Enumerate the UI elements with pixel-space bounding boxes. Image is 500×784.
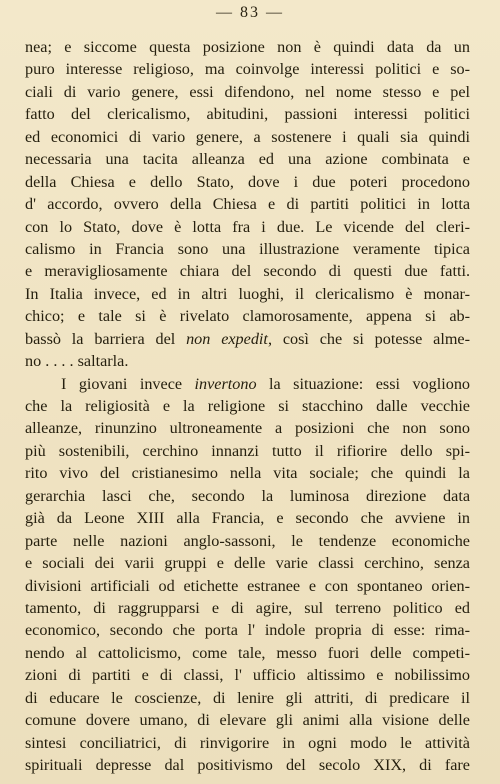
- text-run: alleanze, rinunzino ultroneamente a posizioni che non sono: [25, 419, 470, 438]
- text-line: [25, 373, 470, 395]
- italic-phrase: non expedit: [186, 329, 268, 348]
- text-run: economico, secondo che porta l' indole propria di esse: rima-: [25, 621, 470, 640]
- text-line: [25, 575, 470, 597]
- text-line: [25, 260, 470, 282]
- text-line: [25, 283, 470, 305]
- text-run: no . . . . saltarla.: [25, 352, 129, 371]
- text-line: [25, 238, 470, 260]
- text-run: parte nelle nazioni anglo-sassoni, le tendenze economiche: [25, 531, 470, 550]
- text-line: [25, 597, 470, 619]
- text-line: [25, 36, 470, 58]
- text-line: [25, 305, 470, 327]
- text-line: [25, 58, 470, 80]
- text-line: [25, 417, 470, 439]
- text-run: chico; e tale si è rivelato clamorosamente, appena si ab-: [25, 307, 470, 326]
- text-run: rito vivo del cristianesimo nella vita sociale; che quindi la: [25, 464, 470, 483]
- body-text: [25, 36, 470, 776]
- text-run: necessaria una tacita alleanza ed una azione combinata e: [25, 150, 470, 169]
- text-run: e sociali dei varii gruppi e delle varie classi cerchino, senza: [25, 554, 470, 573]
- text-run: , così che si potesse alme-: [267, 329, 470, 348]
- text-run: puro interesse religioso, ma coinvolge interessi politici e so-: [25, 60, 470, 79]
- text-run: spirituali depresse dal positivismo del secolo XIX, di fare: [25, 756, 470, 774]
- text-line: [25, 642, 470, 664]
- italic-phrase: invertono: [194, 374, 257, 393]
- text-run: ed economici di vario genere, a sostenere i quali sia quindi: [25, 127, 470, 146]
- text-line: [25, 440, 470, 462]
- text-run: calismo in Francia sono una illustrazione veramente tipica: [25, 239, 470, 258]
- text-line: [25, 328, 470, 350]
- text-line: [25, 507, 470, 529]
- text-run: nendo al cattolicismo, come tale, messo fuori delle competi-: [25, 643, 470, 662]
- text-line: [25, 754, 470, 776]
- text-run: ciali di vario genere, essi difendono, nel nome stesso e pel: [25, 82, 470, 101]
- text-run: la situazione: essi vogliono: [256, 374, 470, 393]
- text-run: bassò la barriera del: [25, 329, 187, 348]
- text-run: e meravigliosamente chiara del secondo di questi due fatti.: [25, 262, 470, 281]
- text-line: [25, 103, 470, 125]
- text-run: più sostenibili, cerchino innanzi tutto il rifiorire dello spi-: [25, 441, 470, 460]
- text-run: comune dovere umano, di elevare gli animi alla visione delle: [25, 711, 470, 730]
- text-run: In Italia invece, ed in altri luoghi, il clericalismo è monar-: [25, 284, 470, 303]
- text-line: [25, 485, 470, 507]
- text-line: [25, 81, 470, 103]
- text-line: [25, 193, 470, 215]
- text-line: [25, 552, 470, 574]
- text-line: [25, 350, 470, 372]
- text-line: [25, 462, 470, 484]
- text-line: [25, 619, 470, 641]
- text-line: [25, 664, 470, 686]
- text-line: [25, 148, 470, 170]
- text-run: già da Leone XIII alla Francia, e secondo che avviene in: [25, 509, 470, 528]
- text-run: sintesi conciliatrici, di rinvigorire in ogni modo le attività: [25, 733, 470, 752]
- text-run: fatto del clericalismo, abitudini, passioni interessi politici: [25, 105, 470, 124]
- text-run: tamento, di raggrupparsi e di agire, sul terreno politico ed: [25, 598, 470, 617]
- text-run: della Chiesa e dello Stato, dove i due poteri procedono: [25, 172, 470, 191]
- text-line: [25, 126, 470, 148]
- text-line: [25, 530, 470, 552]
- text-run: di educare le coscienze, di lenire gli attriti, di predicare il: [25, 688, 470, 707]
- text-run: con lo Stato, dove è lotta fra i due. Le vicende del cleri-: [25, 217, 470, 236]
- text-line: [25, 709, 470, 731]
- text-line: [25, 732, 470, 754]
- text-run: I giovani invece: [61, 374, 195, 393]
- text-run: zioni di partiti e di classi, l' ufficio altissimo e nobilissimo: [25, 666, 470, 685]
- text-run: che la religiosità e la religione si stacchino dalle vecchie: [25, 397, 470, 415]
- text-line: [25, 395, 470, 417]
- text-run: gerarchia lasci che, secondo la luminosa direzione data: [25, 486, 470, 505]
- text-run: d' accordo, ovvero della Chiesa e di partiti politici in lotta: [25, 195, 470, 214]
- text-run: nea; e siccome questa posizione non è quindi data da un: [25, 38, 470, 56]
- text-line: [25, 687, 470, 709]
- text-line: [25, 216, 470, 238]
- page-number: — 83 —: [216, 4, 284, 21]
- text-run: divisioni artificiali od etichette estranee e con spontaneo orien-: [25, 576, 470, 595]
- text-line: [25, 171, 470, 193]
